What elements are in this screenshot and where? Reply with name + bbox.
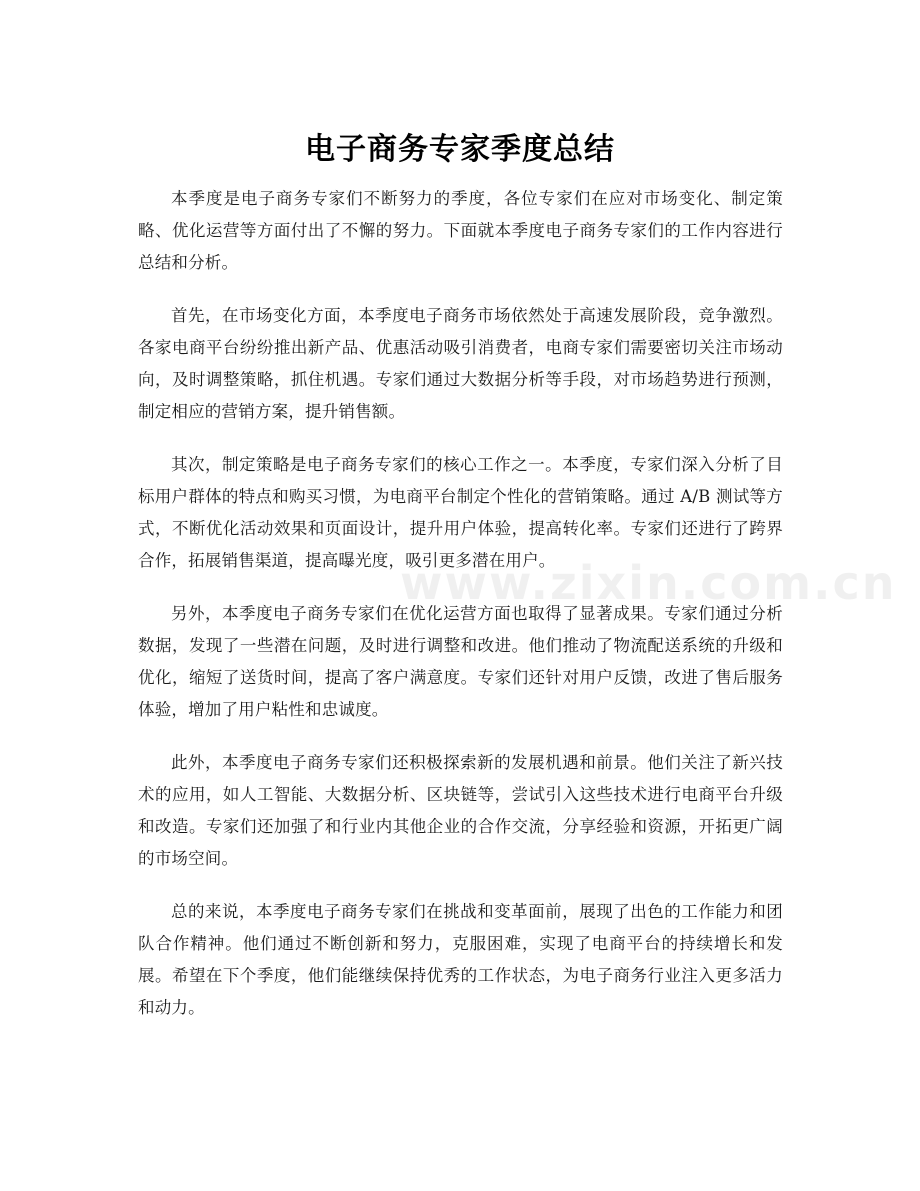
paragraph-1: 本季度是电子商务专家们不断努力的季度，各位专家们在应对市场变化、制定策略、优化运营等方面付出了不懈的努力。下面就本季度电子商务专家们的工作内容进行总结和分析。 [138,189,783,272]
paragraph-6: 总的来说，本季度电子商务专家们在挑战和变革面前，展现了出色的工作能力和团队合作精神。他们通过不断创新和努力，克服困难，实现了电商平台的持续增长和发展。希望在下个季度，他们能继续保持优秀的工作状态，为电子商务行业注入更多活力和动力。 [138,902,783,1017]
document-title: 电子商务专家季度总结 [305,132,615,168]
document-body [138,183,783,1045]
paragraph-4: 另外，本季度电子商务专家们在优化运营方面也取得了显著成果。专家们通过分析数据，发现了一些潜在问题，及时进行调整和改进。他们推动了物流配送系统的升级和优化，缩短了送货时间，提高了客户满意度。专家们还针对用户反馈，改进了售后服务体验，增加了用户粘性和忠诚度。 [138,604,783,719]
watermark: www.zixin.com.cn [400,556,897,610]
paragraph-3: 其次，制定策略是电子商务专家们的核心工作之一。本季度，专家们深入分析了目标用户群体的特点和购买习惯，为电商平台制定个性化的营销策略。通过 A/B 测试等方式，不断优化活动效果和页面设计，提升用户体验，提高转化率。专家们还进行了跨界合作，拓展销售渠道，提高曝光度，吸引更多潜在用户。 [138,455,783,570]
paragraph-2: 首先，在市场变化方面，本季度电子商务市场依然处于高速发展阶段，竞争激烈。各家电商平台纷纷推出新产品、优惠活动吸引消费者，电商专家们需要密切关注市场动向，及时调整策略，抓住机遇。专家们通过大数据分析等手段，对市场趋势进行预测，制定相应的营销方案，提升销售额。 [138,306,783,421]
paragraph-5: 此外，本季度电子商务专家们还积极探索新的发展机遇和前景。他们关注了新兴技术的应用，如人工智能、大数据分析、区块链等，尝试引入这些技术进行电商平台升级和改造。专家们还加强了和行业内其他企业的合作交流，分享经验和资源，开拓更广阔的市场空间。 [138,753,783,868]
